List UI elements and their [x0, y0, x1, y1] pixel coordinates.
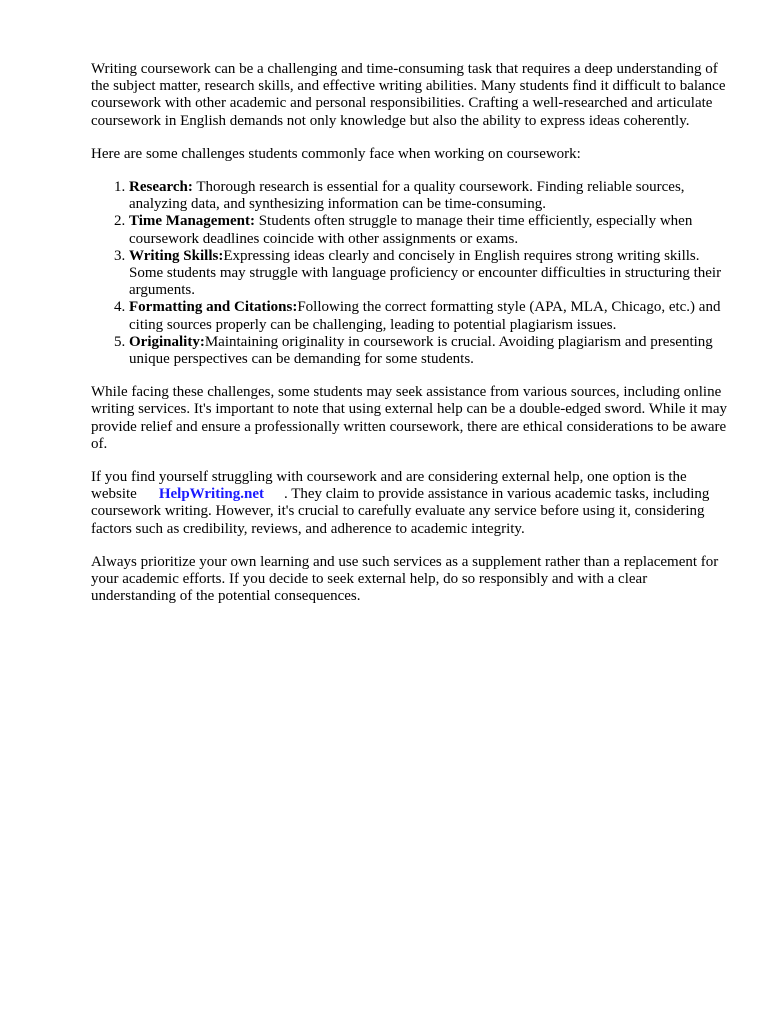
conclusion-paragraph: Always prioritize your own learning and use such services as a supplement rather than a replacement for your academic efforts. If you decide to seek external help, do so responsibly and with a clear understanding of the potential consequences.	[91, 553, 719, 605]
list-item	[129, 248, 728, 300]
list-item-term: Writing Skills:	[129, 247, 224, 264]
helpwriting-link[interactable]: HelpWriting.net	[158, 486, 264, 503]
list-item-term: Research:	[129, 179, 193, 196]
intro-paragraph: Writing coursework can be a challenging and time-consuming task that requires a deep understanding of the subject matter, research skills, and effective writing abilities. Many students find it difficult to balance coursework with other academic and personal responsibilities. Crafting a well-researched and articulate coursework in English demands not only knowledge but also the ability to express ideas coherently.	[91, 61, 726, 129]
external-help-paragraph	[91, 469, 728, 538]
external-help-text-before: If you find yourself struggling with coursework and are considering external help, one option is the website	[91, 469, 687, 503]
list-item-text: Students often struggle to manage their time efficiently, especially when coursework deadlines coincide with other assignments or exams.	[129, 213, 693, 247]
list-item	[129, 299, 728, 333]
challenges-list	[91, 179, 728, 368]
list-item-term: Time Management:	[129, 213, 255, 230]
list-item-text: Maintaining originality in coursework is crucial. Avoiding plagiarism and presenting unique perspectives can be demanding for some students.	[129, 333, 713, 368]
list-item-term: Originality:	[129, 333, 205, 350]
list-item	[129, 334, 728, 368]
list-item-text: Following the correct formatting style (APA, MLA, Chicago, etc.) and citing sources properly can be challenging, leading to potential plagiarism issues.	[129, 299, 721, 333]
list-item-term: Formatting and Citations:	[129, 299, 298, 316]
list-item	[129, 179, 728, 213]
list-item-text: Thorough research is essential for a quality coursework. Finding reliable sources, analyzing data, and synthesizing information can be time-consuming.	[129, 179, 685, 213]
external-help-text-after: . They claim to provide assistance in various academic tasks, including coursework writing. However, it's crucial to carefully evaluate any service before using it, considering factors such as credibility, reviews, and adherence to academic integrity.	[91, 486, 710, 537]
list-item-text: Expressing ideas clearly and concisely in English requires strong writing skills. Some students may struggle with language proficiency or encounter difficulties in structuring their arguments.	[129, 247, 722, 299]
challenges-lead-paragraph: Here are some challenges students commonly face when working on coursework:	[91, 145, 581, 162]
assistance-paragraph: While facing these challenges, some students may seek assistance from various sources, including online writing services. It's important to note that using external help can be a double-edged sword. While it may provide relief and ensure a professionally written coursework, there are ethical considerations to be aware of.	[91, 384, 728, 452]
list-item	[129, 213, 728, 247]
